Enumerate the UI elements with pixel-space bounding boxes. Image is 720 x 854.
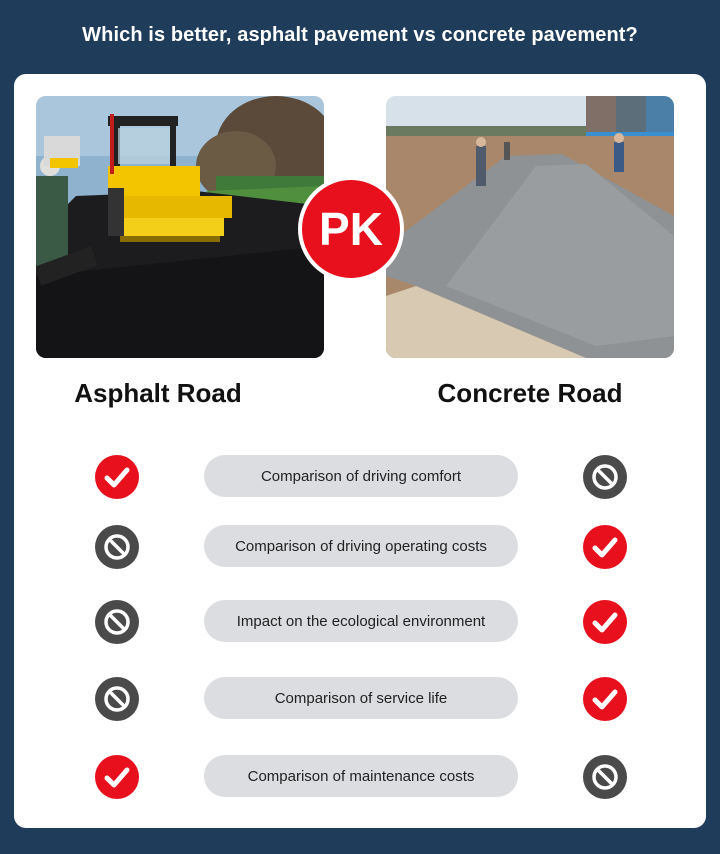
ban-icon bbox=[95, 525, 139, 569]
ban-icon bbox=[95, 677, 139, 721]
comparison-label: Comparison of service life bbox=[204, 677, 518, 719]
comparison-label: Comparison of maintenance costs bbox=[204, 755, 518, 797]
check-icon bbox=[583, 677, 627, 721]
comparison-row bbox=[0, 755, 720, 799]
comparison-row bbox=[0, 455, 720, 499]
concrete-road-photo bbox=[386, 96, 674, 358]
check-icon bbox=[95, 755, 139, 799]
comparison-row bbox=[0, 525, 720, 569]
ban-icon bbox=[95, 600, 139, 644]
check-icon bbox=[583, 600, 627, 644]
concrete-road-title: Concrete Road bbox=[437, 378, 623, 408]
check-icon bbox=[95, 455, 139, 499]
check-icon bbox=[583, 525, 627, 569]
comparison-label: Comparison of driving operating costs bbox=[204, 525, 518, 567]
ban-icon bbox=[583, 755, 627, 799]
comparison-label: Comparison of driving comfort bbox=[204, 455, 518, 497]
comparison-label: Impact on the ecological environment bbox=[204, 600, 518, 642]
ban-icon bbox=[583, 455, 627, 499]
page-title: Which is better, asphalt pavement vs concrete pavement? bbox=[82, 24, 638, 46]
pk-badge: PK bbox=[298, 176, 404, 282]
asphalt-road-title: Asphalt Road bbox=[74, 378, 242, 408]
asphalt-road-photo bbox=[36, 96, 324, 358]
comparison-row bbox=[0, 600, 720, 644]
comparison-row bbox=[0, 677, 720, 721]
